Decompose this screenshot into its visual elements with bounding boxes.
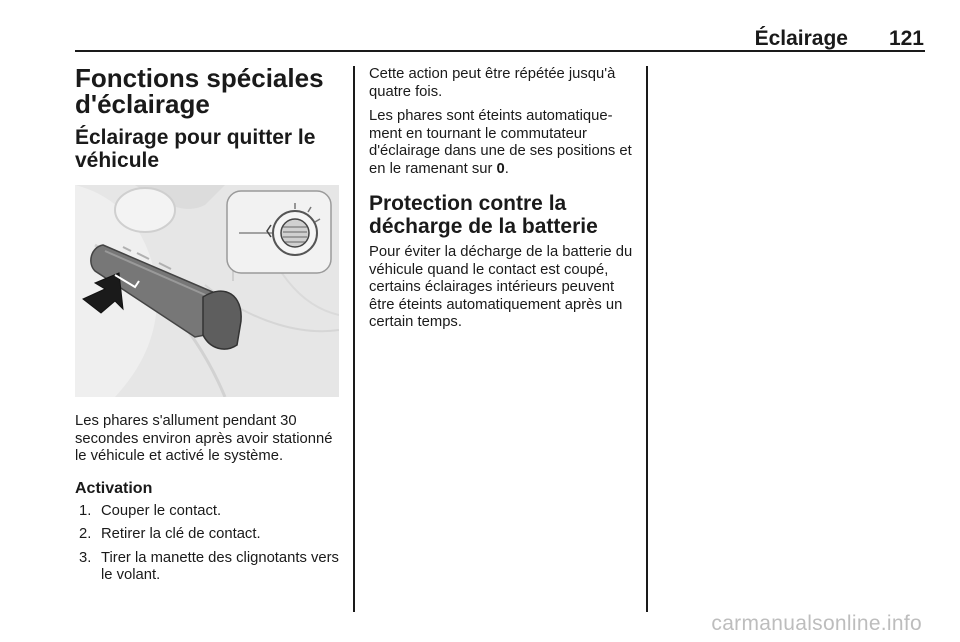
lever-illustration <box>75 185 339 397</box>
header-rule <box>75 50 925 52</box>
activation-steps <box>75 503 341 585</box>
column-divider-1 <box>353 66 355 612</box>
list-item: 3. Tirer la manette des clignotants vers le volant. <box>79 549 339 583</box>
intro-paragraph: Les phares s'allument pendant 30 secondes environ après avoir stationné le véhicule et activé le système. <box>75 413 333 464</box>
section-heading: Fonctions spéciales d'éclairage <box>75 63 324 119</box>
column-left <box>75 58 341 591</box>
column-middle <box>369 66 635 339</box>
list-item: 1. Couper le contact. <box>79 502 222 519</box>
battery-protection-paragraph: Pour éviter la décharge de la batterie du véhicule quand le contact est coupé, certains éclairages intérieurs peuvent être éteints automatiquement après un certain temps. <box>369 244 633 330</box>
position-zero: 0 <box>496 160 505 177</box>
repeat-paragraph: Cette action peut être répétée jusqu'à quatre fois. <box>369 66 616 100</box>
column-divider-2 <box>646 66 648 612</box>
watermark: carmanualsonline.info <box>711 612 922 635</box>
running-header-title: Éclairage <box>754 27 848 50</box>
page-number: 121 <box>888 27 924 50</box>
switch-off-paragraph: Les phares sont éteints automatiquement en tournant le commutateur d'éclairage dans une de ses positions et en le ramenant sur 0. <box>369 108 632 177</box>
list-item: 2. Retirer la clé de contact. <box>79 526 261 542</box>
battery-protection-heading: Protection contre la décharge de la batterie <box>369 192 598 238</box>
activation-heading: Activation <box>75 479 153 497</box>
lever-illustration-svg <box>75 185 339 397</box>
subsection-heading: Éclairage pour quitter le véhicule <box>75 126 316 172</box>
